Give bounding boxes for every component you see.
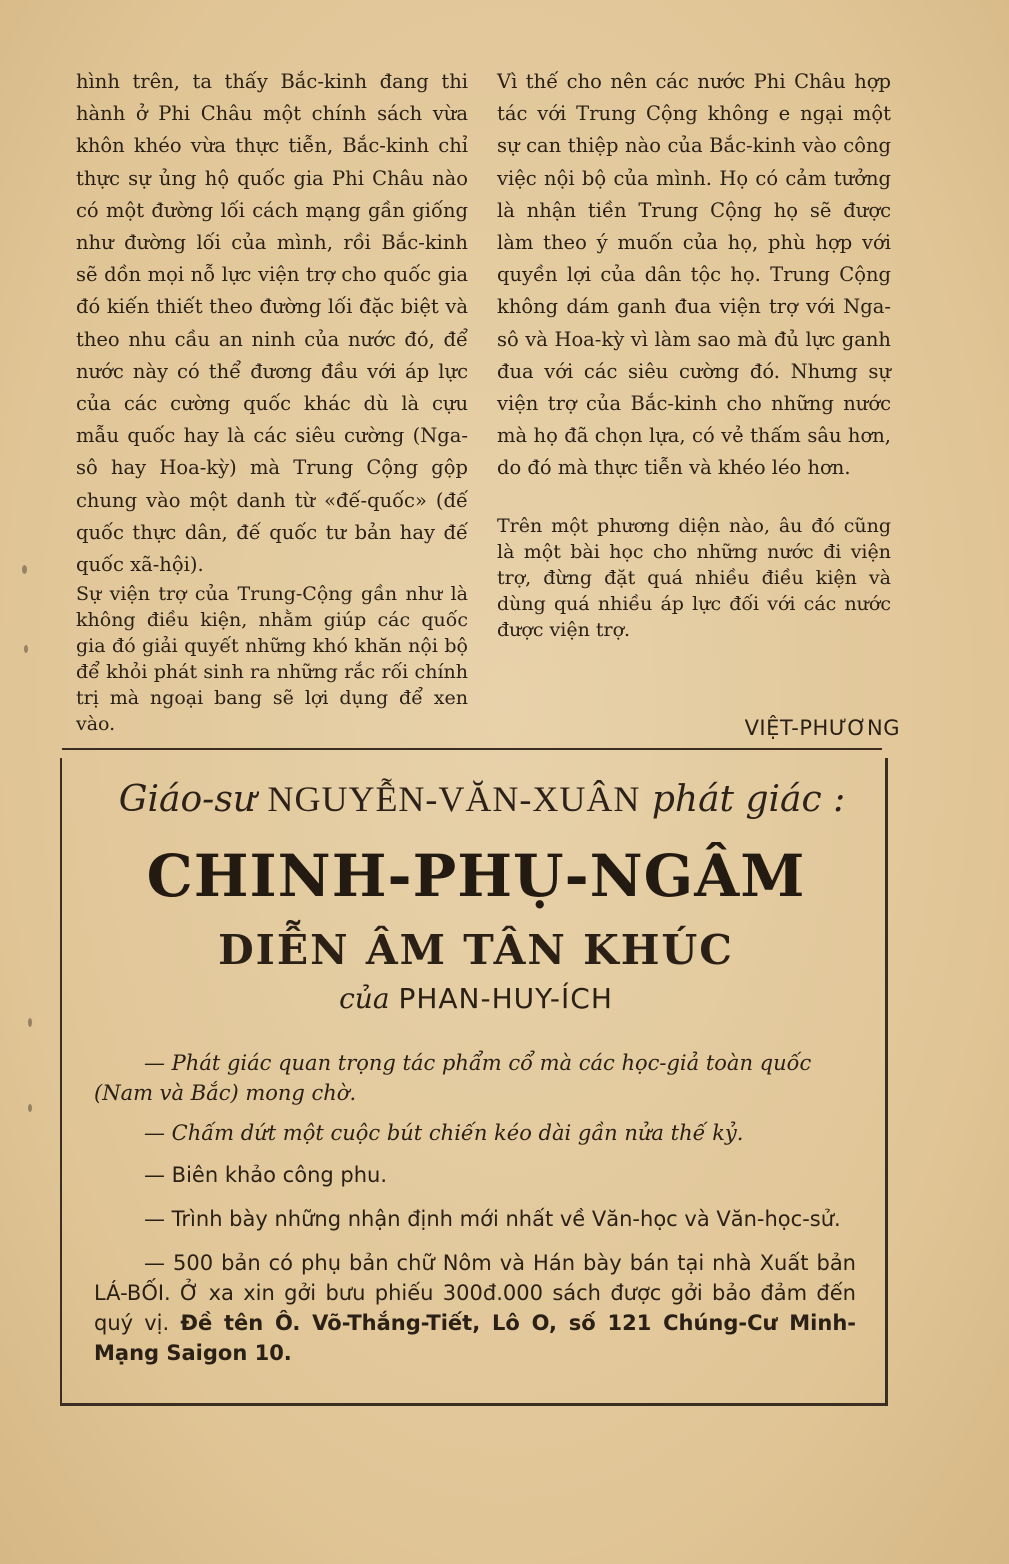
print-blemish — [28, 1104, 32, 1112]
ad-order-info — [94, 1248, 856, 1368]
article-paragraph: hình trên, ta thấy Bắc-kinh đang thi hành ở Phi Châu một chính sách vừa khôn khéo vừa thực tiễn, Bắc-kinh chỉ thực sự ủng hộ quốc gia Phi Châu nào có một đường lối cách mạng gần giống như đường lối của mình, rồi Bắc-kinh sẽ dồn mọi nỗ lực viện trợ cho quốc gia đó kiến thiết theo đường lối đặc biệt và theo nhu cầu an ninh của nước đó, để nước này có thể đương đầu với áp lực của các cường quốc khác dù là cựu mẫu quốc hay là các siêu cường (Nga-sô hay Hoa-kỳ) mà Trung Cộng gộp chung vào một danh từ «đế-quốc» (đế quốc thực dân, đế quốc tư bản hay đế quốc xã-hội). — [76, 70, 468, 577]
article-right-column — [497, 66, 891, 643]
ad-book-subtitle: DIỄN ÂM TÂN KHÚC — [218, 926, 734, 974]
print-blemish — [28, 1018, 32, 1027]
ad-bullet: — Biên khảo công phu. — [144, 1163, 388, 1187]
article-signature: VIỆT-PHƯƠNG — [744, 716, 900, 740]
ad-bullet: — Trình bày những nhận định mới nhất về Văn-học và Văn-học-sử. — [144, 1207, 841, 1231]
print-blemish — [22, 565, 27, 574]
ad-order-address: Đề tên Ô. Võ-Thắng-Tiết, Lô O, số 121 Chúng-Cư Minh-Mạng Saigon 10. — [94, 1311, 856, 1365]
ad-headline-prefix: Giáo-sư — [118, 779, 256, 820]
ad-bullet: — Chấm dứt một cuộc bút chiến kéo dài gần nửa thế kỷ. — [144, 1121, 744, 1145]
ad-order-text: — 500 bản có phụ bản chữ Nôm và Hán bày bán tại nhà Xuất bản LÁ-BỐI. Ở xa xin gởi bưu phiếu 300đ.000 sách được gởi bảo đảm đến quý vị. — [94, 1251, 856, 1335]
divider-rule — [62, 748, 882, 750]
article-paragraph: Trên một phương diện nào, âu đó cũng là một bài học cho những nước đi viện trợ, đừng đặt quá nhiều điều kiện và dùng quá nhiều áp lực đối với các nước được viện trợ. — [497, 514, 891, 641]
ad-book-title: CHINH-PHỤ-NGÂM — [146, 842, 806, 910]
ad-headline — [102, 778, 862, 820]
article-left-column — [76, 66, 468, 737]
book-advertisement — [60, 758, 888, 1406]
ad-byline-prefix: của — [339, 982, 390, 1015]
article-paragraph: Sự viện trợ của Trung-Cộng gần như là không điều kiện, nhằm giúp các quốc gia đó giải quyết những khó khăn nội bộ để khỏi phát sinh ra những rắc rối chính trị mà ngoại bang sẽ lợi dụng để xen vào. — [76, 583, 468, 736]
ad-byline-author: PHAN-HUY-ÍCH — [398, 982, 613, 1015]
ad-bullet: — Phát giác quan trọng tác phẩm cổ mà các học-giả toàn quốc (Nam và Bắc) mong chờ. — [94, 1051, 812, 1105]
print-blemish — [24, 645, 28, 653]
ad-bullet-list — [94, 1048, 856, 1368]
ad-headline-suffix: phát giác : — [651, 779, 846, 820]
ad-byline — [62, 982, 890, 1015]
article-paragraph: Vì thế cho nên các nước Phi Châu hợp tác với Trung Cộng không e ngại một sự can thiệp nào của Bắc-kinh vào công việc nội bộ của mình. Họ có cảm tưởng là nhận tiền Trung Cộng họ sẽ được làm theo ý muốn của họ, phù hợp với quyền lợi của dân tộc họ. Trung Cộng không dám ganh đua viện trợ với Nga-sô và Hoa-kỳ vì làm sao mà đủ lực ganh đua với các siêu cường đó. Nhưng sự viện trợ của Bắc-kinh cho những nước mà họ đã chọn lựa, có vẻ thấm sâu hơn, do đó mà thực tiễn và khéo léo hơn. — [497, 70, 891, 480]
ad-headline-name: NGUYỄN-VĂN-XUÂN — [267, 779, 641, 819]
